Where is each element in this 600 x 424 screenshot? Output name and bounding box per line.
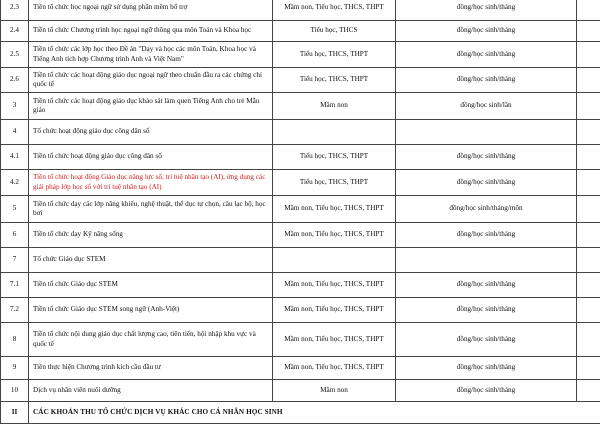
row-extra-cell <box>577 248 600 273</box>
row-number: 4.1 <box>1 145 29 170</box>
row-extra-cell <box>577 196 600 223</box>
row-unit: đồng/học sinh/tháng <box>396 68 577 93</box>
row-number: 8 <box>1 323 29 357</box>
row-unit: đồng/học sinh/tháng <box>396 223 577 248</box>
row-unit: đồng/học sinh/tháng <box>396 380 577 402</box>
row-school-level: Tiểu học, THCS, THPT <box>273 170 396 196</box>
row-content: Tổ chức Giáo dục STEM <box>29 248 273 273</box>
table-row <box>1 248 600 273</box>
row-content: Tiền tổ chức các hoạt động giáo dục khảo sát làm quen Tiếng Anh cho trẻ Mẫu giáo <box>29 93 273 120</box>
row-number: 3 <box>1 93 29 120</box>
row-number: 2.3 <box>1 0 29 21</box>
row-unit: đồng/học sinh/tháng <box>396 323 577 357</box>
row-school-level: Tiểu học, THCS, THPT <box>273 68 396 93</box>
row-unit: đồng/học sinh/lần <box>396 93 577 120</box>
row-number: 4 <box>1 120 29 145</box>
row-school-level <box>273 120 396 145</box>
row-number: 9 <box>1 357 29 380</box>
row-content: Tiền tổ chức dạy Kỹ năng sống <box>29 223 273 248</box>
row-content: Dịch vụ nhân viên nuôi dưỡng <box>29 380 273 402</box>
row-school-level: Mầm non, Tiểu học, THCS, THPT <box>273 298 396 323</box>
row-number: 2.6 <box>1 68 29 93</box>
table-row <box>1 273 600 298</box>
row-unit <box>396 248 577 273</box>
row-content: Tiền tổ chức Chương trình học ngoại ngữ thông qua môn Toán và Khoa học <box>29 21 273 42</box>
section-title: CÁC KHOẢN THU TỔ CHỨC DỊCH VỤ KHÁC CHO CÁ NHÂN HỌC SINH <box>29 402 600 424</box>
row-content: Tiền tổ chức Giáo dục STEM song ngữ (Anh-Việt) <box>29 298 273 323</box>
table-row <box>1 42 600 68</box>
row-content: Tiền thực hiện Chương trình kích cầu đầu tư <box>29 357 273 380</box>
row-content: Tiền tổ chức Giáo dục STEM <box>29 273 273 298</box>
row-content: Tiền tổ chức học ngoại ngữ sử dụng phần mềm bổ trợ <box>29 0 273 21</box>
row-school-level: Tiểu học, THCS, THPT <box>273 145 396 170</box>
row-number: 2.4 <box>1 21 29 42</box>
table-row <box>1 145 600 170</box>
row-school-level: Tiểu học, THCS <box>273 21 396 42</box>
row-unit: đồng/học sinh/tháng <box>396 273 577 298</box>
row-extra-cell <box>577 357 600 380</box>
row-content: Tiền tổ chức dạy các lớp năng khiếu, nghệ thuật, thể dục tự chọn, câu lạc bộ, học bơi <box>29 196 273 223</box>
row-content: Tiền tổ chức hoạt động Giáo dục năng lực số, trí tuệ nhân tạo (AI), ứng dụng các giải pháp lớp học số với trí tuệ nhân tạo (AI) <box>29 170 273 196</box>
row-extra-cell <box>577 93 600 120</box>
row-extra-cell <box>577 21 600 42</box>
row-school-level: Mầm non <box>273 380 396 402</box>
table-row <box>1 120 600 145</box>
table-row-highlighted <box>1 170 600 196</box>
section-number: II <box>1 402 29 424</box>
row-school-level: Mầm non, Tiểu học, THCS, THPT <box>273 323 396 357</box>
row-extra-cell <box>577 323 600 357</box>
row-number: 4.2 <box>1 170 29 196</box>
row-extra-cell <box>577 223 600 248</box>
row-school-level <box>273 248 396 273</box>
row-extra-cell <box>577 145 600 170</box>
row-number: 10 <box>1 380 29 402</box>
row-extra-cell <box>577 380 600 402</box>
row-extra-cell <box>577 273 600 298</box>
row-unit: đồng/học sinh/tháng/môn <box>396 196 577 223</box>
row-number: 2.5 <box>1 42 29 68</box>
row-school-level: Mầm non <box>273 93 396 120</box>
table-row <box>1 93 600 120</box>
row-unit: đồng/học sinh/tháng <box>396 21 577 42</box>
table-row <box>1 357 600 380</box>
table-row <box>1 298 600 323</box>
row-content: Tổ chức hoạt động giáo dục công dân số <box>29 120 273 145</box>
row-school-level: Mầm non, Tiểu học, THCS, THPT <box>273 196 396 223</box>
row-unit: đồng/học sinh/tháng <box>396 145 577 170</box>
row-content: Tiền tổ chức các lớp học theo Đề án "Dạy và học các môn Toán, Khoa học và Tiếng Anh tích hợp Chương trình Anh và Việt Nam" <box>29 42 273 68</box>
row-extra-cell <box>577 120 600 145</box>
row-extra-cell <box>577 170 600 196</box>
row-number: 5 <box>1 196 29 223</box>
table-row <box>1 21 600 42</box>
row-school-level: Mầm non, Tiểu học, THCS, THPT <box>273 223 396 248</box>
table-row <box>1 0 600 21</box>
table-row <box>1 68 600 93</box>
row-school-level: Tiểu học, THCS, THPT <box>273 42 396 68</box>
row-content: Tiền tổ chức các hoạt động giáo dục ngoại ngữ theo chuẩn đầu ra các chứng chỉ quốc tế <box>29 68 273 93</box>
row-unit: đồng/học sinh/tháng <box>396 42 577 68</box>
row-extra-cell <box>577 68 600 93</box>
row-unit: đồng/học sinh/tháng <box>396 170 577 196</box>
table-row <box>1 196 600 223</box>
table-row <box>1 380 600 402</box>
row-number: 7 <box>1 248 29 273</box>
row-unit <box>396 120 577 145</box>
table-row <box>1 223 600 248</box>
row-unit: đồng/học sinh/tháng <box>396 0 577 21</box>
row-extra-cell <box>577 298 600 323</box>
row-school-level: Mầm non, Tiểu học, THCS, THPT <box>273 357 396 380</box>
section-row <box>1 402 600 424</box>
row-number: 7.1 <box>1 273 29 298</box>
row-extra-cell <box>577 42 600 68</box>
row-extra-cell <box>577 0 600 21</box>
row-content: Tiền tổ chức nội dung giáo dục chất lượng cao, tiên tiến, hội nhập khu vực và quốc tế <box>29 323 273 357</box>
row-school-level: Mầm non, Tiểu học, THCS, THPT <box>273 0 396 21</box>
row-content: Tiền tổ chức hoạt động giáo dục công dân số <box>29 145 273 170</box>
row-number: 6 <box>1 223 29 248</box>
row-school-level: Mầm non, Tiểu học, THCS, THPT <box>273 273 396 298</box>
row-unit: đồng/học sinh/tháng <box>396 298 577 323</box>
row-number: 7.2 <box>1 298 29 323</box>
row-unit: đồng/học sinh/tháng <box>396 357 577 380</box>
table-row <box>1 323 600 357</box>
